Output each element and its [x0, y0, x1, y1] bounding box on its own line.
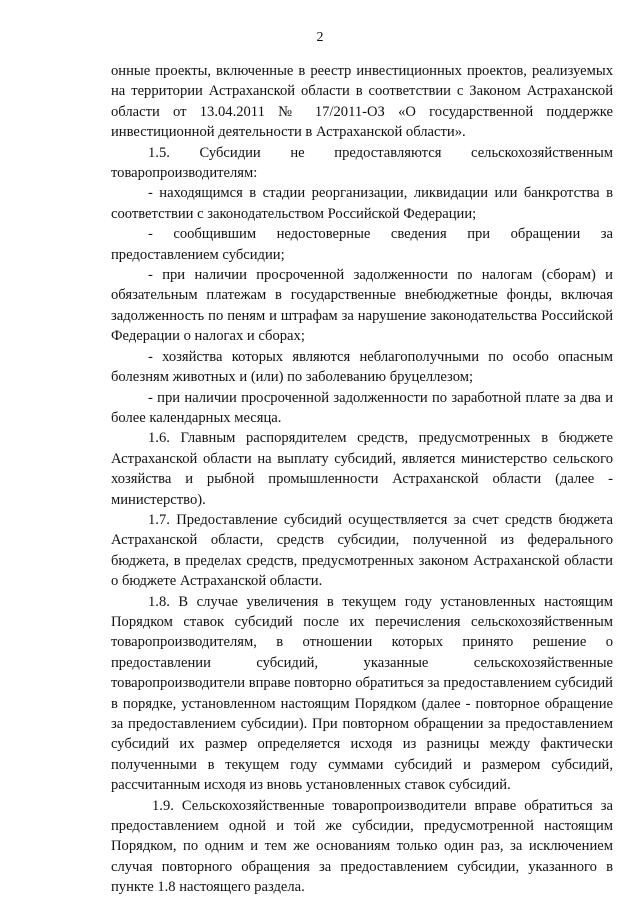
paragraph-continuation: онные проекты, включенные в реестр инвестиционных проектов, реализуемых на территории Астраханской области в соответствии с Законом Астраханской области от 13.04.2011 № 17/2011-ОЗ «О государственной поддержке инвестиционной деятельности в Астраханской области».	[111, 63, 613, 141]
paragraph-1-7: 1.7. Предоставление субсидий осуществляется за счет средств бюджета Астраханской области, средств субсидии, полученной из федерального бюджета, в пределах средств, предусмотренных законом Астраханской области о бюджете Астраханской области.	[111, 511, 613, 590]
list-item-false-info: - сообщившим недостоверные сведения при обращении за предоставлением субсидии;	[111, 226, 613, 263]
list-item-salary-debt: - при наличии просроченной задолженности по заработной плате за два и более календарных месяца.	[111, 389, 613, 426]
list-item-animal-disease: - хозяйства которых являются неблагополучными по особо опасным болезням животных и (или) по заболеванию бруцеллезом;	[111, 348, 613, 386]
paragraph-1-9: 1.9. Сельскохозяйственные товаропроизводители вправе обратиться за предоставлением одной и той же субсидии, предусмотренной настоящим Порядком, по одним и тем же основаниям только один раз, за исключением случая повторного обращения за предоставлением субсидии, указанного в пункте 1.8 настоящего раздела.	[111, 797, 613, 896]
paragraph-1-6: 1.6. Главным распорядителем средств, предусмотренных в бюджете Астраханской области на выплату субсидий, является министерство сельского хозяйства и рыбной промышленности Астраханской области (далее - министерство).	[111, 430, 613, 508]
paragraph-1-8: 1.8. В случае увеличения в текущем году установленных настоящим Порядком ставок субсидий после их перечисления сельскохозяйственным товаропроизводителям, в отношении которых принято решение о предоставлении субсидий, указанные сельскохозяйственные товаропроизводители вправе повторно обратиться за предоставлением субсидий в порядке, установленном настоящим Порядком (далее - повторное обращение за предоставлением субсидии). При повторном обращении за предоставлением субсидий их размер определяется исходя из разницы между фактически полученными в текущем году суммами субсидий и размером субсидий, рассчитанным исходя из вновь установленных ставок субсидий.	[111, 593, 613, 794]
paragraph-1-5: 1.5. Субсидии не предоставляются сельскохозяйственным товаропроизводителям:	[111, 144, 613, 182]
document-body	[111, 61, 613, 898]
page-number: 2	[316, 30, 324, 45]
list-item-tax-debt: - при наличии просроченной задолженности по налогам (сборам) и обязательным платежам в государственные внебюджетные фонды, включая задолженность по пеням и штрафам за нарушение законодательства Российской Федерации о налогах и сборах;	[111, 267, 613, 345]
list-item-reorganization: - находящимся в стадии реорганизации, ликвидации или банкротства в соответствии с законодательством Российской Федерации;	[111, 185, 613, 222]
